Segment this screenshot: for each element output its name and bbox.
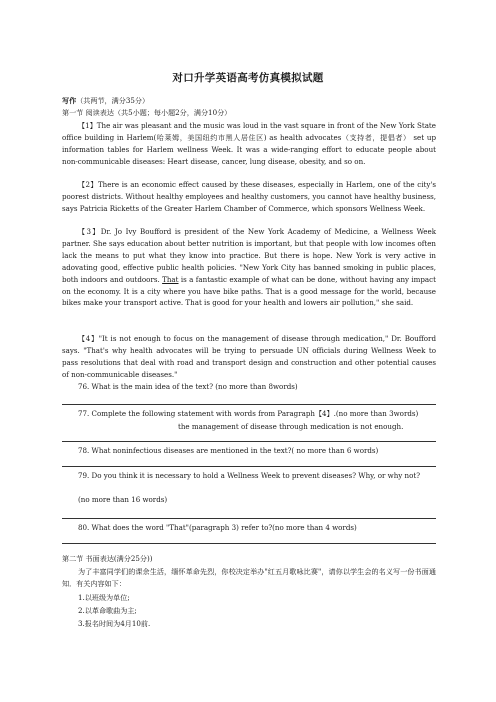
answer-line-78[interactable] xyxy=(62,466,436,467)
paragraph-1: 【1】The air was pleasant and the music was loud in the vast square in front of the New York State office building in Harlem(哈莱姆，美国纽约市黑人居住区) as health advocates（支持者，提倡者） set up information tables for Harlem wellness Week. It was a wide-ranging effort to educate people about non-communicable diseases: Heart disease, cancer, lung disease, obesity, and so on. xyxy=(62,121,436,166)
question-80: 80. What does the word "That"(paragraph 3) refer to?(no more than 4 words) xyxy=(78,523,357,532)
question-77: 77. Complete the following statement with words from Paragraph【4】.(no more than 3words) xyxy=(78,409,419,418)
answer-line-76[interactable] xyxy=(62,404,436,405)
section2-intro: 为了丰富同学们的课余生活，缅怀革命先烈，你校决定举办"红五月歌咏比赛"，请你以学生会的名义写一份书面通知．有关内容如下： xyxy=(62,567,436,588)
section2-item-3: 3.报名时间为4月10前. xyxy=(78,619,151,628)
writing-score: （共两节，满分35分） xyxy=(76,96,150,105)
writing-heading: 写作 xyxy=(62,96,77,105)
section2-item-2: 2.以革命歌曲为主; xyxy=(78,606,137,615)
paragraph-4: 【4】"It is not enough to focus on the management of disease through medication," Dr. Boufford says. "That's why health advocates will be trying to persuade UN officials during Wellness Week to pass resolutions that deal with road and transport design and construction and other potential causes of non-communicable diseases." xyxy=(62,334,436,379)
writing-heading-line xyxy=(62,95,436,107)
question-78: 78. What noninfectious diseases are mentioned in the text?( no more than 6 words) xyxy=(78,446,379,455)
page-title: 对口升学英语高考仿真模拟试题 xyxy=(172,72,324,84)
section1-heading: 第一节 阅读表达（共5小题；每小题2分，满分10分） xyxy=(62,108,232,117)
section2-heading: 第二节 书面表达(满分25分)) xyxy=(62,554,153,563)
question-77-statement: the management of disease through medication is not enough. xyxy=(178,422,404,431)
paragraph-3 xyxy=(62,226,436,309)
section2-item-1: 1.以班级为单位; xyxy=(78,593,130,602)
question-79: 79. Do you think it is necessary to hold a Wellness Week to prevent diseases? Why, or why not? xyxy=(78,471,421,480)
question-79-limit: (no more than 16 words) xyxy=(78,495,168,504)
paragraph-2: 【2】There is an economic effect caused by these diseases, especially in Harlem, one of the city's poorest districts. Without healthy employees and healthy customers, you cannot have healthy business, says Patricia Ricketts of the Greater Harlem Chamber of Commerce, which sponsors Wellness Week. xyxy=(62,180,436,213)
answer-line-80[interactable] xyxy=(62,543,436,544)
question-76: 76. What is the main idea of the text? (no more than 8words) xyxy=(78,382,298,391)
answer-line-77[interactable] xyxy=(62,441,436,442)
answer-line-79[interactable] xyxy=(62,518,436,519)
paragraph-3-part-2: is a fantastic example of what can be done, without having any impact on the economy. It is a city where you have bike paths. That is a good message for the world, because bikes make your transport active. That is good for your health and lowers air pollution," she said. xyxy=(62,274,436,308)
paragraph-3-underlined-that: That xyxy=(162,274,179,284)
paragraph-3-part-1: 【3】Dr. Jo Ivy Boufford is president of the New York Academy of Medicine, a Wellness Week partner. She says education about better nutrition is important, but that people with low incomes often lack the means to put what they know into practice. But there is hope. New York is very active in adovating good, effective public health policies. "New York City has banned smoking in public places, both indoors and outdoors. xyxy=(62,227,436,284)
